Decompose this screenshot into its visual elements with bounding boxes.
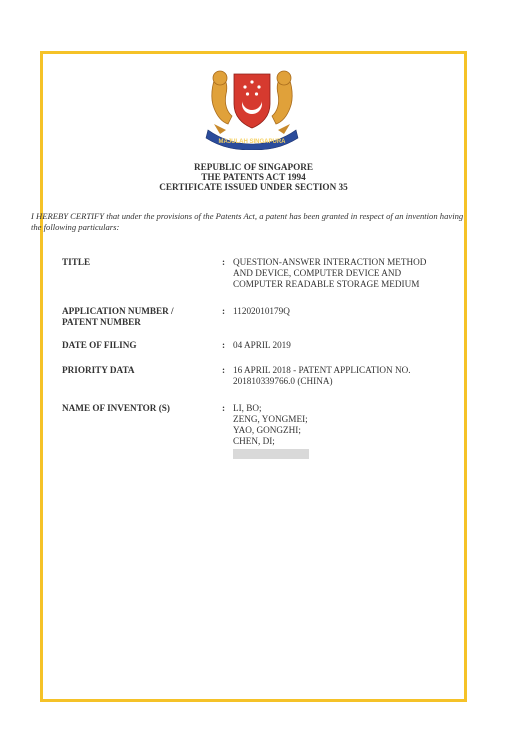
inventor-name: YAO, GONGZHI; [233,425,301,435]
title-label: TITLE [62,257,91,267]
inventor-name: CHEN, DI; [233,436,275,446]
filing-colon: : [222,340,226,350]
application-number-value: 11202010179Q [233,306,290,316]
inventor-name: LI, BO; [233,403,262,413]
title-value-line-3: COMPUTER READABLE STORAGE MEDIUM [233,279,420,289]
application-colon: : [222,306,226,316]
title-colon: : [222,257,226,267]
title-value-line-1: QUESTION-ANSWER INTERACTION METHOD [233,257,427,267]
heading-act: THE PATENTS ACT 1994 [201,172,306,182]
singapore-coat-of-arms-icon [202,64,302,150]
priority-colon: : [222,365,226,375]
priority-data-value-line-1: 16 APRIL 2018 - PATENT APPLICATION NO. [233,365,411,375]
priority-data-label: PRIORITY DATA [62,365,135,375]
certification-statement: I HEREBY CERTIFY that under the provisions of the Patents Act, a patent has been granted in respect of an invention having the following particulars: [31,211,464,232]
title-value-line-2: AND DEVICE, COMPUTER DEVICE AND [233,268,402,278]
heading-certificate: CERTIFICATE ISSUED UNDER SECTION 35 [159,182,348,192]
redacted-inventor-name [233,449,309,459]
patent-number-label: PATENT NUMBER [62,317,141,327]
heading-republic: REPUBLIC OF SINGAPORE [193,162,314,172]
date-of-filing-value: 04 APRIL 2019 [233,340,291,350]
inventors-colon: : [222,403,226,413]
inventor-name: ZENG, YONGMEI; [233,414,308,424]
priority-data-value-line-2: 201810339766.0 (CHINA) [233,376,333,386]
application-number-label: APPLICATION NUMBER / [62,306,174,316]
date-of-filing-label: DATE OF FILING [62,340,137,350]
inventors-label: NAME OF INVENTOR (S) [62,403,170,413]
svg-text:MAJULAH SINGAPURA: MAJULAH SINGAPURA [218,139,286,145]
